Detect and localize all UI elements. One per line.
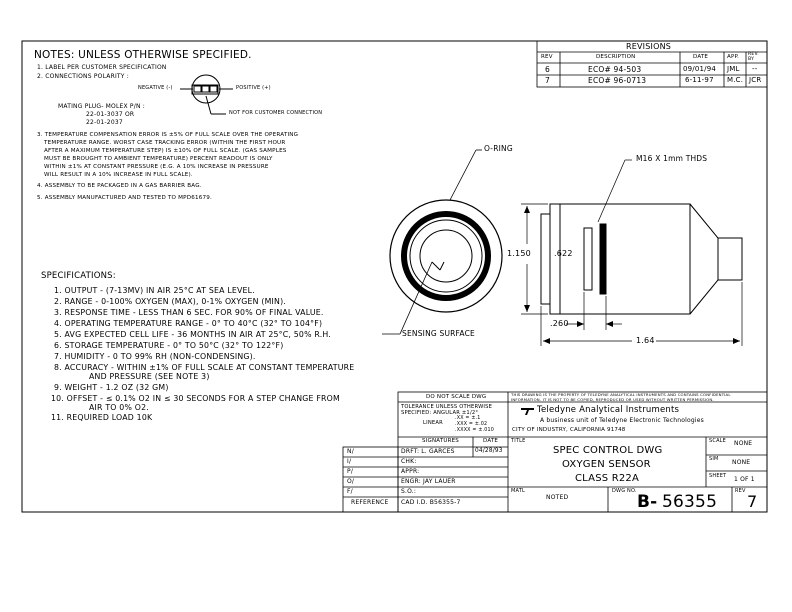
- dim-1150-label: 1.150: [507, 249, 531, 258]
- spec-7: 7. HUMIDITY - 0 TO 99% RH (NON-CONDENSING).: [54, 352, 256, 361]
- note-3-line-1: 3. TEMPERATURE COMPENSATION ERROR IS ±5% OF FULL SCALE OVER THE OPERATING: [37, 132, 299, 138]
- sim-value: NONE: [732, 459, 751, 466]
- spec-8-line-2: AND PRESSURE (SEE NOTE 3): [89, 372, 210, 381]
- spec-4: 4. OPERATING TEMPERATURE RANGE - 0° TO 40°C (32° TO 104°F): [54, 319, 323, 328]
- spec-10-line-2: AIR TO 0% O2.: [89, 403, 149, 412]
- mating-plug-pn-1: 22-01-3037 OR: [86, 111, 135, 118]
- not-for-customer-label: NOT FOR CUSTOMER CONNECTION: [229, 110, 323, 116]
- scale-label: SCALE: [709, 438, 727, 444]
- do-not-scale-label: DO NOT SCALE DWG: [426, 394, 487, 400]
- tolerance-xxx: .XXXX = ±.010: [455, 428, 495, 433]
- spec-10-line-1: 10. OFFSET - ≤ 0.1% O2 IN ≤ 30 SECONDS FOR A STEP CHANGE FROM: [51, 394, 340, 403]
- note-3-line-4: MUST BE BROUGHT TO AMBIENT TEMPERATURE) PERCENT READOUT IS ONLY: [44, 156, 273, 162]
- mating-plug-label: MATING PLUG- MOLEX P/N :: [58, 103, 145, 110]
- tolerance-linear-label: LINEAR: [423, 420, 443, 426]
- note-3-line-2: TEMPERATURE RANGE. WORST CASE TRACKING ERROR (WITHIN THE FIRST HOUR: [44, 140, 286, 146]
- rev-header-rev-by: REV. BY: [748, 52, 759, 62]
- rev-label: REV: [735, 488, 746, 494]
- rev-row-2-app: M.C.: [727, 76, 744, 84]
- note-2: 2. CONNECTIONS POLARITY :: [37, 73, 129, 80]
- spec-6: 6. STORAGE TEMPERATURE - 0° TO 50°C (32° TO 122°F): [54, 341, 284, 350]
- o-ring-label: O-RING: [484, 144, 513, 153]
- company-subtitle: A business unit of Teledyne Electronic Technologies: [540, 417, 704, 424]
- drawing-number: 56355: [662, 492, 718, 512]
- sensing-surface-label: SENSING SURFACE: [402, 329, 475, 338]
- sensor-side-view: [541, 204, 742, 314]
- scale-value: NONE: [734, 440, 753, 447]
- note-3-line-6: WILL RESULT IN A 10% INCREASE IN FULL SCALE).: [44, 172, 193, 178]
- connector-symbol: [180, 75, 233, 114]
- sensor-front-view: [390, 200, 502, 312]
- mating-plug-pn-2: 22-01-2037: [86, 119, 123, 126]
- drafter: DRFT: L. GARCES: [401, 448, 455, 455]
- dim-622-label: .622: [554, 249, 573, 258]
- positive-label: POSITIVE (+): [236, 85, 271, 91]
- drawing-number-label: DWG NO.: [612, 488, 637, 494]
- spec-9: 9. WEIGHT - 1.2 OZ (32 GM): [54, 383, 169, 392]
- ref-row-o: O/: [347, 478, 355, 485]
- spec-11: 11. REQUIRED LOAD 10K: [51, 413, 153, 422]
- notes-heading: NOTES: UNLESS OTHERWISE SPECIFIED.: [34, 49, 252, 61]
- rev-row-2-date: 6-11-97: [685, 76, 714, 84]
- drawing-title-line-1: SPEC CONTROL DWG: [553, 445, 663, 456]
- rev-row-1-app: JML: [727, 65, 740, 73]
- rev-row-1-rev: 6: [545, 65, 550, 74]
- ref-row-f: F/: [347, 488, 353, 495]
- dim-164-label: 1.64: [636, 336, 655, 345]
- thread-label: M16 X 1mm THDS: [636, 154, 708, 163]
- date-header: DATE: [483, 438, 499, 444]
- negative-label: NEGATIVE (-): [138, 85, 173, 91]
- drawing-title-line-3: CLASS R22A: [575, 473, 640, 484]
- rev-row-2-rev: 7: [545, 76, 550, 85]
- tolerance-x: .XX = ±.1: [455, 416, 481, 421]
- specs-heading: SPECIFICATIONS:: [41, 271, 116, 281]
- note-3-line-3: AFTER A MAXIMUM TEMPERATURE STEP) IS ±10% OF FULL SCALE. (GAS SAMPLES: [44, 148, 287, 154]
- drawing-title-line-2: OXYGEN SENSOR: [562, 459, 651, 470]
- sheet-label: SHEET: [709, 473, 727, 479]
- rev-value: 7: [747, 492, 758, 511]
- ref-row-i: I/: [347, 458, 352, 465]
- company-name: Teledyne Analytical Instruments: [537, 405, 680, 415]
- spec-2: 2. RANGE - 0-100% OXYGEN (MAX), 0-1% OXYGEN (MIN).: [54, 297, 286, 306]
- rev-row-2-description: ECO# 96-0713: [588, 76, 647, 85]
- approver: APPR:: [401, 468, 420, 475]
- rev-header-description: DESCRIPTION: [596, 54, 636, 60]
- proprietary-line-2: INFORMATION. IT IS NOT TO BE COPIED, REPRODUCED OR USED WITHOUT WRITTEN PERMISSION.: [511, 397, 714, 402]
- teledyne-logo-icon: [521, 408, 534, 415]
- note-1: 1. LABEL PER CUSTOMER SPECIFICATION: [37, 64, 167, 71]
- spec-3: 3. RESPONSE TIME - LESS THAN 6 SEC. FOR 90% OF FINAL VALUE.: [54, 308, 324, 317]
- proprietary-line-1: THIS DRAWING IS THE PROPERTY OF TELEDYNE ANALYTICAL INSTRUMENTS AND CONTAINS CONFIDENTIAL: [511, 392, 731, 397]
- spec-1: 1. OUTPUT - (7-13MV) IN AIR 25°C AT SEA LEVEL.: [54, 286, 255, 295]
- note-3-line-5: WITHIN ±1% AT CONSTANT PRESSURE (E.G. A 10% INCREASE IN PRESSURE: [44, 164, 269, 170]
- spec-5: 5. AVG EXPECTED CELL LIFE - 36 MONTHS IN AIR AT 25°C, 50% R.H.: [54, 330, 331, 339]
- ref-row-p: P/: [347, 468, 354, 475]
- rev-header-date: DATE: [693, 54, 709, 60]
- ref-row-reference: REFERENCE: [351, 499, 389, 506]
- signatures-header: SIGNATURES: [422, 438, 459, 444]
- company-city: CITY OF INDUSTRY, CALIFORNIA 91748: [512, 427, 626, 433]
- tolerance-xx: .XXX = ±.02: [455, 422, 488, 427]
- cad-id: CAD I.D. B56355-7: [401, 499, 461, 506]
- sim-label: SIM: [709, 456, 719, 462]
- drawing-number-prefix: B-: [637, 492, 658, 512]
- note-4: 4. ASSEMBLY TO BE PACKAGED IN A GAS BARRIER BAG.: [37, 183, 202, 189]
- material-label: MATL: [511, 488, 525, 494]
- revisions-title: REVISIONS: [626, 42, 672, 51]
- sheet-value: 1 OF 1: [734, 476, 755, 483]
- drafter-date: 04/28/93: [475, 448, 503, 454]
- tolerance-line-2: SPECIFIED: ANGULAR ±1/2°: [401, 410, 479, 416]
- material-value: NOTED: [546, 494, 569, 501]
- dim-260-label: .260: [550, 319, 569, 328]
- checker: CHK:: [401, 458, 417, 465]
- note-5: 5. ASSEMBLY MANUFACTURED AND TESTED TO MPD61679.: [37, 195, 213, 201]
- engineer: ENGR: JAY LAUER: [401, 478, 456, 485]
- ref-row-n: N/: [347, 448, 354, 455]
- rev-header-rev: REV: [541, 54, 553, 60]
- spec-8-line-1: 8. ACCURACY - WITHIN ±1% OF FULL SCALE AT CONSTANT TEMPERATURE: [54, 363, 355, 372]
- rev-row-1-rev-by: --: [752, 65, 758, 73]
- shop-order: S.O.:: [401, 488, 417, 495]
- title-label: TITLE: [511, 438, 526, 444]
- rev-row-2-rev-by: JCR: [749, 76, 762, 84]
- rev-header-app: APP.: [727, 54, 740, 60]
- tolerance-line-1: TOLERANCE UNLESS OTHERWISE: [401, 404, 493, 410]
- rev-row-1-description: ECO# 94-503: [588, 65, 642, 74]
- rev-row-1-date: 09/01/94: [683, 65, 717, 73]
